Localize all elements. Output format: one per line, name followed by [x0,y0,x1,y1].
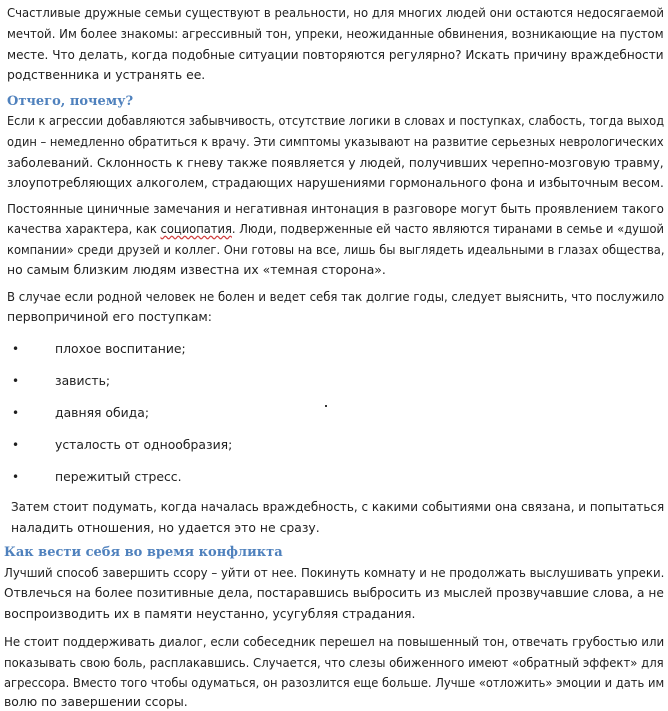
list-item: давняя обида; [55,405,150,420]
section-1-line-1: Если к агрессии добавляются забывчивость, отсутствие логики в словах и поступках, слабость, тогда выход [7,113,665,128]
paragraph-4-line-1: В случае если родной человек не болен и ведет себя так долгие годы, следует выяснить, что послужило [7,289,665,304]
list-item: зависть; [55,373,111,388]
paragraph-3-line-4: но самым близким людям известна их «темная сторона». [7,262,386,277]
paragraph-7-line-4: волю по завершении ссоры. [4,694,188,709]
section-heading-reasons: Отчего, почему? [7,94,134,109]
paragraph-7-line-3: агрессора. Вместо того чтобы одуматься, он разозлится еще больше. Лучше «отложить» эмоции и дать им [4,675,665,690]
misspelled-word[interactable]: социопатия [160,221,232,236]
list-item: плохое воспитание; [55,341,186,356]
paragraph-3-line-2-end: . Люди, подверженные ей часто являются тиранами в семье и «душой [231,221,665,236]
paragraph-5-line-1: Затем стоит подумать, когда началась враждебность, с какими событиями она связана, и попытаться [11,499,665,514]
paragraph-3-line-3: компании» среди друзей и коллег. Они готовы на все, лишь бы выглядеть идеальными в глазах общества, [7,242,665,257]
section-1-line-2: один – немедленно обратиться к врачу. Эти симптомы указывают на развитие серьезных неврологических [7,134,664,149]
section-2-line-2: Отвлечься на более позитивные дела, постаравшись выбросить из мыслей прозвучавшие слова, а не [4,585,664,600]
list-item: пережитый стресс. [55,469,182,484]
bullet-marker: • [12,406,20,420]
section-2-line-1: Лучший способ завершить ссору – уйти от нее. Покинуть комнату и не продолжать выслушивать упреки. [4,565,665,580]
section-2-line-3: воспроизводить их в памяти неустанно, усугубляя страдания. [4,606,416,621]
paragraph-1-line-3: месте. Что делать, когда подобные ситуации повторяются регулярно? Искать причину враждебности [7,47,664,62]
paragraph-3-line-2-start: качества характера, как [7,221,161,236]
bullet-marker: • [12,470,20,484]
section-1-line-3: заболеваний. Склонность к гневу также появляется у людей, получивших черепно-мозговую травму, [7,155,664,170]
paragraph-5-line-2: наладить отношения, но удается это не сразу. [11,520,320,535]
paragraph-7-line-1: Не стоит поддерживать диалог, если собеседник перешел на повышенный тон, отвечать грубостью или [4,634,665,649]
paragraph-1-line-1: Счастливые дружные семьи существуют в реальности, но для многих людей они остаются недосягаемой [7,5,665,20]
stray-dot [325,405,327,407]
bullet-marker: • [12,374,20,388]
section-1-line-4: злоупотребляющих алкоголем, страдающих нарушениями гормонального фона и избыточным весом. [7,175,664,190]
paragraph-1-line-4: родственника и устранять ее. [7,67,206,82]
paragraph-3-line-1: Постоянные циничные замечания и негативная интонация в разговоре могут быть проявлением такого [7,201,664,216]
paragraph-4-line-2: первопричиной его поступкам: [7,309,212,324]
bullet-marker: • [12,342,20,356]
bullet-marker: • [12,438,20,452]
section-heading-conflict: Как вести себя во время конфликта [4,545,283,560]
paragraph-1-line-2: мечтой. Им более знакомы: агрессивный тон, упреки, неожиданные обвинения, возникающие на пустом [7,26,664,41]
paragraph-7-line-2: показывать свою боль, расплакавшись. Случается, что слезы обиженного имеют «обратный эффект» для [4,655,664,670]
paragraph-3-line-2 [7,221,664,237]
list-item: усталость от однообразия; [55,437,233,452]
